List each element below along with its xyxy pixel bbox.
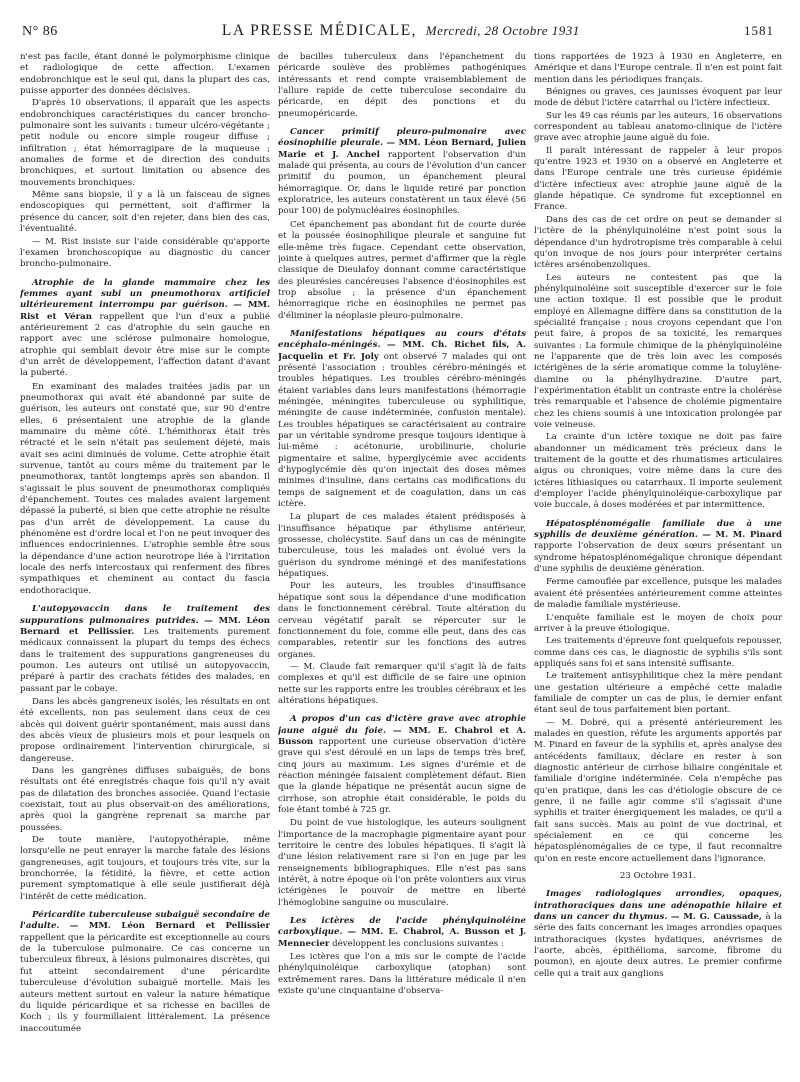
- paragraph: Dans les abcès gangreneux isolés, les résultats en ont été excellents, non pas seulement dans ceux de ces abcès qui doivent guérir spontanément, mais aussi dans des abcès vieux de plusieurs mois et pour lesquels on propose ordinairement l'intervention chirurgicale, si dangereuse.: [20, 696, 270, 764]
- communication-authors: — MM. E. Chabrol et A. Busson: [278, 725, 526, 747]
- communication-authors: — MM. Léon Bernard et Pellissier.: [20, 615, 270, 637]
- communication-title: A propos d'un cas d'ictère grave avec atrophie jaune aiguë du foie.: [278, 714, 526, 736]
- issue-date: Mercredi, 28 Octobre 1931: [425, 23, 580, 38]
- column-3: [534, 52, 782, 1077]
- paragraph: Bénignes ou graves, ces jaunisses évoquent par leur mode de début l'ictère catarrhal ou l'ictère infectieux.: [534, 87, 782, 109]
- paragraph: tions rapportées de 1923 à 1930 en Angleterre, en Amérique et dans l'Europe centrale. Il n'en est point fait mention dans les périodiques français.: [534, 52, 782, 85]
- column-2: [278, 52, 526, 1077]
- communication-text: rappellent que la péricardite est exceptionnelle au cours de la tuberculose pulmonaire. Ce cas concerne un tuberculeux fibreux, à lésions pulmonaires discrètes, qui fut atteint secondairement d'une péricardite tuberculeuse d'évolution subaiguë mortelle. Mais les auteurs mettent surtout en valeur la nature hématique du liquide péricardique et sa richesse en bacilles de Koch ; ils y fourmillaient littéralement. La présence inaccoutumée: [20, 932, 270, 1034]
- journal-title: LA PRESSE MÉDICALE,: [221, 22, 418, 39]
- communication-title: Péricardite tuberculeuse subaiguë secondaire de l'adulte.: [20, 910, 270, 932]
- communication-authors: — MM. Léon Bernard et Pellissier: [69, 921, 270, 932]
- communication-hepatosplenomegalie: [534, 519, 782, 576]
- communication-images-radiologiques: [534, 889, 782, 980]
- communication-text: rapportent l'observation d'un malade qui présenta, au cours de l'évolution d'un cancer primitif du poumon, un épanchement pleural hémorragique. Or, dans le liquide retiré par ponction exploratrice, les auteurs constatèrent un taux élevé (56 pour 100) de polynucléaires éosinophiles.: [278, 149, 526, 217]
- communication-text: rappellent que l'un d'eux a publié antérieurement 2 cas d'atrophie du sein gauche en rapport avec une sclérose pulmonaire homologue, atrophie qui semblait devoir être mise sur le compte d'un arrêt de développement, l'affection datant d'avant la puberté.: [20, 311, 270, 379]
- paragraph: Même sans biopsie, il y a là un faisceau de signes endoscopiques qui permettent, soit d'affirmer la présence du cancer, soit d'en rejeter, dans bien des cas, l'éventualité.: [20, 190, 270, 235]
- communication-authors: — MM. Ch. Richet fils, A. Jacquelin et Fr. Joly: [278, 340, 526, 362]
- communication-title: Manifestations hépatiques au cours d'états encéphalo-méningés.: [278, 328, 526, 351]
- communication-title: L'autopyovaccin dans le traitement des suppurations pulmonaires putrides.: [20, 604, 270, 626]
- paragraph: Cet épanchement pas abondant fut de courte durée et la poussée éosinophilique pleurale et sanguine fut elle-même très fugace. Cependant cette observation, jointe à quelques autres, permet d'affirmer que la règle classique de Dieulafoy donnant comme caractéristique des pleurésies cancéreuses l'absence d'éosinophiles est trop absolue ; la présence d'un épanchement hémorragique riche en éosinophiles ne permet pas d'éliminer la néoplasie pleuro-pulmonaire.: [278, 219, 526, 321]
- communication-text: rapportent une curieuse observation d'ictère grave qui s'est déroulé en un laps de temps très bref, cinq jours au maximum. Les signes d'urémie et de réaction méningée faisaient complètement défaut. Bien que la glande hépatique ne présentât aucun signe de cirrhose, son atrophie était considérable, le poids du foie étant tombé à 725 gr.: [278, 736, 526, 815]
- paragraph: Les traitements d'épreuve font quelquefois repousser, comme dans ces cas, le diagnostic de syphilis s'ils sont appliqués sans foi et sans intensité suffisante.: [534, 636, 782, 669]
- paragraph: La plupart de ces malades étaient prédisposés à l'insuffisance hépatique par éthylisme antérieur, grossesse, cholécystite. Sauf dans un cas de méningite tuberculeuse, tous les malades ont évolué vers la guérison du syndrome méningé et des manifestations hépatiques.: [278, 512, 526, 580]
- paragraph: Les ictères que l'on a mis sur le compte de l'acide phénylquinoléique carboxylique (atophan) sont extrêmement rares. Dans la littérature médicale il n'en existe qu'une cinquantaine d'observa-: [278, 952, 526, 997]
- paragraph: La crainte d'un ictère toxique ne doit pas faire abandonner un médicament très précieux dans le traitement de la goutte et des rhumatismes articulaires aigus ou chroniques, voire même dans la cure des ictères lithiasiques ou catarrhaux. Il importe seulement d'employer l'acide phénylquinoléique-carboxylique par voie buccale, à doses modérées et par intermittence.: [534, 432, 782, 511]
- communication-ictere-phenylquinoleine: [278, 916, 526, 950]
- communication-title: Cancer primitif pleuro-pulmonaire avec éosinophilie pleurale.: [278, 127, 526, 149]
- communication-title: Atrophie de la glande mammaire chez les femmes ayant subi un pneumothorax artificiel ultérieurement interrompu par guérison.: [20, 277, 270, 311]
- communication-title: Images radiologiques arrondies, opaques, intrathoraciques dans une adénopathie hilaire et dans un cancer du thymus.: [534, 889, 782, 923]
- paragraph: En examinant des malades traitées jadis par un pneumothorax qui avait été abandonné par suite de guérison, les auteurs ont constaté que, sur 90 d'entre elles, 6 présentaient une atrophie de la glande mammaire du même côté. L'hémithorax était très rétracté et le sein n'était pas seulement déjeté, mais avait ses acini diminués de volume. Cette atrophie était survenue, tantôt au cours même du traitement par le pneumothorax, tantôt longtemps après son abandon. Il s'agissait le plus souvent de pneumothorax compliqués d'épanchement. Toutes ces malades avaient largement dépassé la puberté, si bien que cette atrophie ne résulte pas d'un arrêt de développement. La cause du phénomène est d'ordre local et l'on ne peut invoquer des influences endocriniennes. L'atrophie semble être sous la dépendance d'une action neurotrope liée à l'irritation locale des nerfs intercostaux qui renferment des fibres sympathiques et cheminent au contact du fascia endothoracique.: [20, 381, 270, 596]
- issue-number: N° 86: [22, 24, 58, 39]
- paragraph: n'est pas facile, étant donné le polymorphisme clinique et radiologique de cette affection. L'examen endobronchique est le seul qui, dans la plupart des cas, puisse apporter des données décisives.: [20, 52, 270, 97]
- communication-text: développent les conclusions suivantes :: [332, 938, 504, 949]
- paragraph: Le traitement antisyphilitique chez la mère pendant une gestation ultérieure a empêché cette maladie familiale de compter un cas de plus, le dernier enfant étant seul de tous parfaitement bien portant.: [534, 671, 782, 716]
- communication-cancer-pleuro-pulmonaire: [278, 127, 526, 218]
- communication-authors: — MM. Léon Bernard, Julien Marie et J. Anchel: [278, 138, 526, 160]
- paragraph: Du point de vue histologique, les auteurs soulignent l'importance de la macrophagie pigmentaire ayant pour territoire le centre des lobules hépatiques. Il s'agit là d'une lésion relativement rare si l'on en juge par les renseignements bibliographiques. Elle n'est pas sans intérêt, à notre époque où l'on prête volontiers aux virus ictérigènes le pouvoir de mettre en liberté l'hémoglobine sanguine ou musculaire.: [278, 818, 526, 908]
- communication-atrophie-mammaire: [20, 278, 270, 380]
- communication-authors: — MM. E. Chabrol, A. Busson et J. Mennecier: [278, 927, 526, 949]
- communication-title: Hépatosplénomégalie familiale due à une syphilis de deuxième génération.: [534, 518, 782, 541]
- communication-autopyovaccin: [20, 604, 270, 695]
- paragraph: Sur les 49 cas réunis par les auteurs, 16 observations correspondent au tableau anatomo-clinique de l'ictère grave avec atrophie jaune aiguë du foie.: [534, 110, 782, 144]
- masthead: [22, 22, 774, 44]
- paragraph: Dans des cas de cet ordre on peut se demander si l'ictère de la phénylquinoléine n'est point sous la dépendance d'un hydrotropisme très comparable à celui qu'on invoque de nos jours pour interpréter certains ictères arsénobenzoliques.: [534, 214, 782, 271]
- paragraph: — M. Claude fait remarquer qu'il s'agit là de faits complexes et qu'il est difficile de se faire une opinion nette sur les rapports entre les troubles cérébraux et les altérations hépatiques.: [278, 661, 526, 706]
- communication-authors: — M. G. Caussade,: [670, 912, 762, 923]
- masthead-center: [222, 22, 580, 40]
- paragraph: D'après 10 observations, il apparaît que les aspects endobronchiques caractéristiques du cancer broncho-pulmonaire sont les suivants : tumeur ulcéro-végétante ; petit nodule ou encore simple rougeur diffuse ; infiltration ; état hémorragipare de la muqueuse ; anomalies de forme et de direction des conduits bronchiques, et surtout limitation ou absence des mouvements bronchiques.: [20, 98, 270, 188]
- column-1: [20, 52, 270, 1077]
- paragraph: de bacilles tuberculeux dans l'épanchement du péricarde soulève des problèmes pathogéniques intéressants et rend compte vraisemblablement de l'allure rapide de cette tuberculose secondaire du péricarde, en dépit des ponctions et du pneumopéricarde.: [278, 52, 526, 119]
- paragraph: Les auteurs ne contestent pas que la phénylquinoléine soit susceptible d'exercer sur le foie une action toxique. Il est possible que le produit employé en Allemagne diffère dans sa constitution de la spécialité française ; nous croyons cependant que l'on peut faire, à propos de sa toxicité, les remarques suivantes : La formule chimique de la phénylquinoléine ne l'apparente que de très loin avec les composés ictérigènes de la série aromatique comme la toluylène-diamine ou la phénylhydrazine. D'autre part, l'expérimentation établit un contraste entre la cholérèse très remarquable et l'absence de cholémie pigmentaire chez les chiens soumis à une intoxication prolongée par voie veineuse.: [534, 272, 782, 430]
- paragraph: Dans les gangrènes diffuses subaiguës, de bons résultats ont été enregistrés chaque fois qu'il n'y avait pas de dilatation des bronches associée. Quand l'ectasie coexistait, tout au plus observait-on des améliorations, après quoi la gangrène reprenait sa marche par poussées.: [20, 765, 270, 833]
- paragraph: De toute manière, l'autopyothérapie, même lorsqu'elle ne peut enrayer la marche fatale des lésions gangreneuses, agit toujours, et toujours très vite, sur la bronchorrée, la fétidité, la fièvre, et cette action purement symptomatique à elle seule justifierait déjà l'intérêt de cette médication.: [20, 835, 270, 902]
- paragraph: — M. Dobré, qui a présenté antérieurement les malades en question, réfute les arguments apportés par M. Pinard en faveur de la syphilis et, après analyse des antécédents familiaux, déclare en rester à son diagnostic antérieur de cirrhose biliaire congénitale et familiale d'origine indéterminée. Cela n'empêche pas qu'en pratique, dans les cas d'étiologie obscure de ce genre, il ne faille agir comme s'il s'agissait d'une syphilis et traiter énergiquement les malades, ce qu'il a fait sans succès. Mais au point de vue doctrinal, et spécialement en ce qui concerne les hépatosplénomégalies de ce type, il faut reconnaître qu'on en reste encore actuellement dans l'ignorance.: [534, 717, 782, 864]
- communication-text: à la série des faits concernant les images arrondies opaques intrathoraciques (kystes hydatiques, anévrismes de l'aorte, abcès, épithélioma, sarcome, fibrome du poumon), en ajoute deux autres. Le premier confirme celle qui a trait aux ganglions: [534, 912, 782, 979]
- communication-pericardite: [20, 910, 270, 1035]
- communication-ictere-grave: [278, 714, 526, 816]
- paragraph: Il paraît intéressant de rappeler à leur propos qu'entre 1923 et 1930 on a observé en Angleterre et dans l'Europe centrale une très curieuse épidémie d'ictère infectieux avec atrophie jaune aiguë de la glande hépatique. Ce syndrome fut exceptionnel en France.: [534, 145, 782, 213]
- paragraph: Pour les auteurs, les troubles d'insuffisance hépatique sont sous la dépendance d'une modification dans le fonctionnement cérébral. Toute altération du cerveau végétatif paraît se répercuter sur le fonctionnement du foie, comme elle peut, dans des cas comparables, retentir sur les fonctions des autres organes.: [278, 581, 526, 660]
- communication-title: Les ictères de l'acide phénylquinoléine carboxylique.: [278, 916, 526, 938]
- communication-authors: — M. M. Pinard: [702, 530, 782, 541]
- communication-authors: — MM. Rist et Véran: [20, 300, 270, 322]
- communication-text: rapporte l'observation de deux sœurs présentant un syndrome hépatosplénomégalique chronique dépendant d'une syphilis de deuxième génération.: [534, 541, 782, 575]
- paragraph: Ferme camouflée par excellence, puisque les malades avaient été présentées antérieurement comme atteintes de maladie familiale mystérieuse.: [534, 577, 782, 611]
- communication-text: ont observé 7 malades qui ont présenté l'association : troubles cérébro-méningés et troubles hépatiques. Les troubles cérébro-méningés étaient variables dans leurs manifestations (hémorragie méningée, méningites tuberculeuse ou syphilitique, méningite de cause indéterminée, confusion mentale). Les troubles hépatiques se caractérisaient au contraire par un véritable syndrome presque toujours identique à lui-même : acétonurie, urobilinurie, cholurie pigmentaire et saline, hyperglycémie avec accidents d'hypoglycémie dès qu'on injectait des doses mêmes minimes d'insuline, dans certains cas modifications du temps de saignement et de coagulation, dans un cas ictère.: [278, 351, 526, 510]
- session-dateline: 23 Octobre 1931.: [619, 871, 697, 882]
- communication-text: Les traitements purement médicaux connaissent la plupart du temps des échecs dans le traitement des suppurations gangreneuses du poumon. Les auteurs ont utilisé un autopyovaccin, préparé à partir des crachats fétides des malades, en passant par le cobaye.: [20, 626, 270, 694]
- paragraph: — M. Rist insiste sur l'aide considérable qu'apporte l'examen bronchoscopique au diagnostic du cancer broncho-pulmonaire.: [20, 236, 270, 270]
- page-number: 1581: [743, 23, 774, 38]
- communication-manifestations-hepatiques: [278, 329, 526, 511]
- paragraph: L'enquête familiale est le moyen de choix pour arriver à la preuve étiologique.: [534, 612, 782, 634]
- article-columns: [20, 52, 782, 1077]
